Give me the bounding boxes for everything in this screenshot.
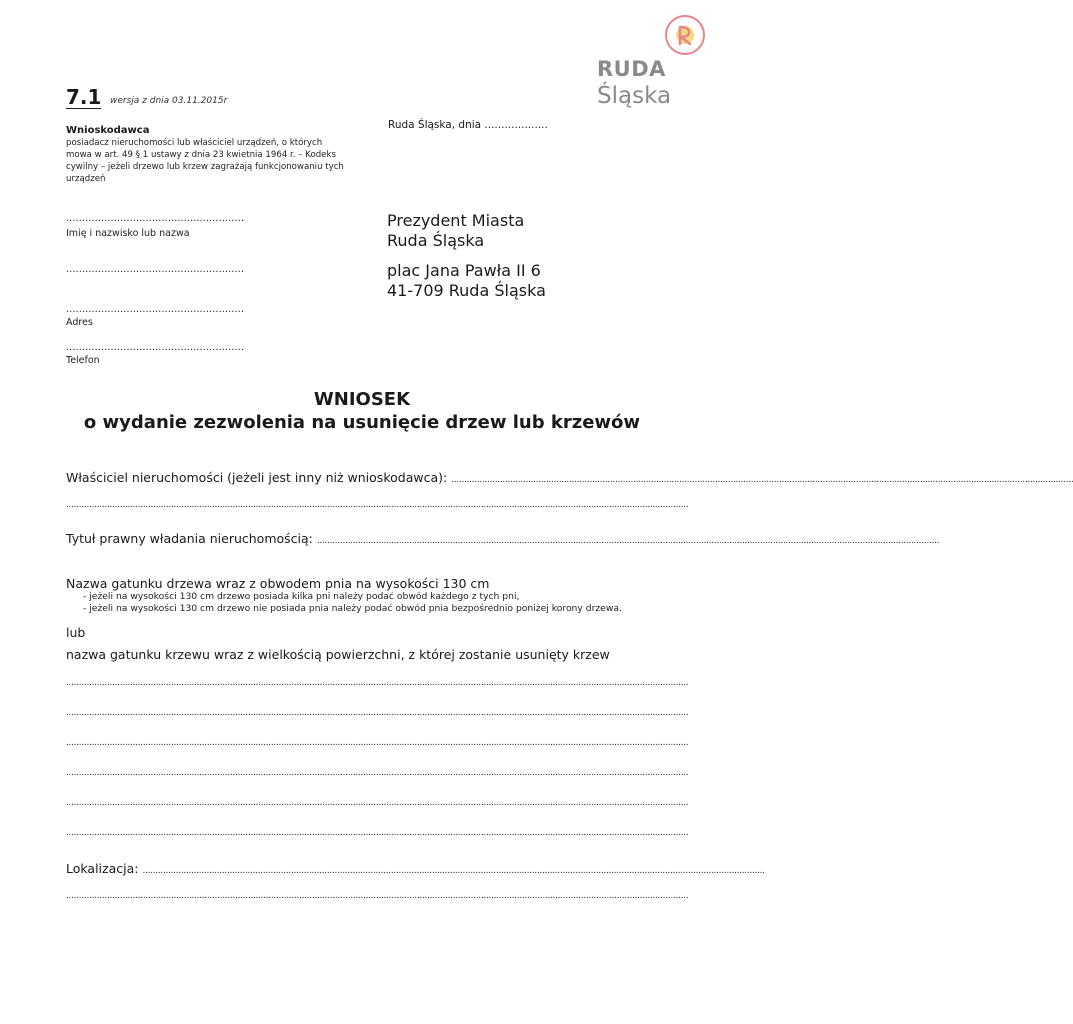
applicant-name-field[interactable]: ........................................................ [66,213,245,224]
document-title [0,388,724,434]
location-field[interactable]: ................................................................................................................................................................................................................................................... [142,866,765,876]
or-label: lub [66,625,86,640]
applicant-phone-label: Telefon [66,355,100,366]
logo-word-slaska: Śląska [597,83,672,109]
city-emblem-icon [665,15,705,55]
shrub-name-label: nazwa gatunku krzewu wraz z wielkością powierzchni, z której zostanie usunięty krzew [66,647,610,662]
owner-row [66,470,1073,485]
applicant-name-label: Imię i nazwisko lub nazwa [66,228,190,239]
species-field-line-1[interactable]: ................................................................................................................................................................................................................................................... [66,678,689,688]
tree-name-label: Nazwa gatunku drzewa wraz z obwodem pnia na wysokości 130 cm [66,576,490,591]
legal-title-field[interactable]: ................................................................................................................................................................................................................................................... [316,536,940,546]
legal-title-label: Tytuł prawny władania nieruchomością: [66,531,313,546]
tree-note-2: - jeżeli na wysokości 130 cm drzewo nie posiada pnia należy podać obwód pnia bezpośrednio poniżej korony drzewa. [83,603,622,614]
species-field-line-5[interactable]: ................................................................................................................................................................................................................................................... [66,798,689,808]
place-and-date-field[interactable]: Ruda Śląska, dnia ................... [388,119,548,131]
version-date: wersja z dnia 03.11.2015r [110,96,228,106]
tree-note-1: - jeżeli na wysokości 130 cm drzewo posiada kilka pni należy podać obwód każdego z tych pni, [83,591,520,602]
location-field-line-2[interactable]: ................................................................................................................................................................................................................................................... [66,891,689,901]
owner-field-line-2[interactable]: ................................................................................................................................................................................................................................................... [66,500,689,510]
species-field-line-6[interactable]: ................................................................................................................................................................................................................................................... [66,828,689,838]
applicant-description: posiadacz nieruchomości lub właściciel urządzeń, o których mowa w art. 49 § 1 ustawy z dnia 23 kwietnia 1964 r. – Kodeks cywilny – jeżeli drzewo lub krzew zagrażają funkcjonowaniu tych urządzeń [66,138,344,184]
document-title-line-2: o wydanie zezwolenia na usunięcie drzew lub krzewów [83,412,641,433]
owner-label: Właściciel nieruchomości (jeżeli jest inny niż wnioskodawca): [66,470,448,485]
logo-word-ruda: RUDA [597,57,666,81]
form-number: 7.1 [66,85,102,109]
species-field-line-4[interactable]: ................................................................................................................................................................................................................................................... [66,768,689,778]
recipient-line-2: Ruda Śląska [387,231,485,250]
applicant-heading: Wnioskodawca [66,125,150,136]
applicant-address-label: Adres [66,317,93,328]
recipient-line-1: Prezydent Miasta [387,211,525,230]
applicant-extra-field[interactable]: ........................................................ [66,264,245,275]
species-field-line-2[interactable]: ................................................................................................................................................................................................................................................... [66,708,689,718]
applicant-phone-field[interactable]: ........................................................ [66,342,245,353]
location-label: Lokalizacja: [66,861,139,876]
location-row [66,861,765,876]
recipient-line-3: plac Jana Pawła II 6 [387,261,541,280]
document-title-line-1: WNIOSEK [313,389,411,410]
species-field-line-3[interactable]: ................................................................................................................................................................................................................................................... [66,738,689,748]
owner-field[interactable]: ................................................................................................................................................................................................................................................... [451,475,1073,485]
applicant-address-field[interactable]: ........................................................ [66,304,245,315]
recipient-line-4: 41-709 Ruda Śląska [387,281,546,300]
legal-title-row [66,531,940,546]
